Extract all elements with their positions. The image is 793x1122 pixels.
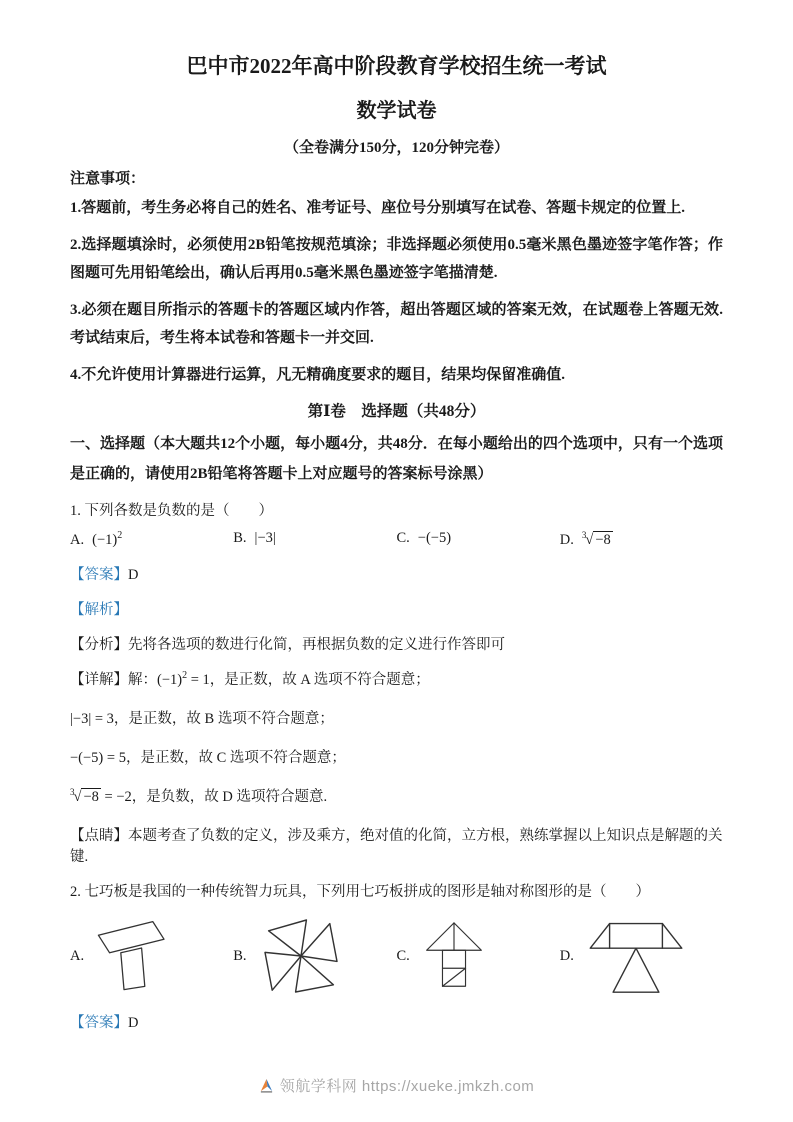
q1-option-a-base: (−1): [92, 531, 118, 548]
q1-option-b-label: B.: [233, 530, 247, 546]
q1-answer-value: D: [128, 566, 139, 583]
q2-option-b-label: B.: [233, 947, 247, 964]
q2-answer-line: [70, 1011, 723, 1032]
question-2: [70, 880, 723, 1032]
q1-fenxi-line: [70, 633, 723, 654]
q1-option-c: [397, 530, 560, 549]
q1-detail-line-3: −(−5) = 5，是正数，故 C 选项不符合题意；: [70, 749, 346, 766]
q1-option-b: [233, 530, 396, 549]
part-one-intro: 一、选择题（本大题共12个小题，每小题4分，共48分．在每小题给出的四个选项中，只有一个选项是正确的，请使用2B铅笔将答题卡上对应题号的答案标号涂黑）: [70, 436, 723, 482]
fenxi-tag: 【分析】: [70, 636, 128, 653]
q1-option-d-root-index: 3: [581, 530, 587, 540]
q1-detail-line-2: |−3| = 3，是正数，故 B 选项不符合题意；: [70, 710, 334, 727]
q1-detail4-cube-root: [70, 789, 101, 805]
tangram-arrow-icon: [418, 911, 490, 1001]
answer-tag: 【答案】: [70, 1014, 128, 1031]
q2-option-a: [70, 911, 233, 1001]
notice-item-3: 3.必须在题目所指示的答题卡的答题区域内作答，超出答题区域的答案无效，在试题卷上答题无效. 考试结束后，考生将本试卷和答题卡一并交回.: [70, 301, 723, 346]
q1-detail1-pre: 解：(−1): [128, 671, 183, 688]
q2-option-d-label: D.: [559, 947, 574, 964]
question-1: [70, 499, 723, 866]
q1-stem: 1. 下列各数是负数的是（ ）: [70, 503, 273, 519]
q1-dianjing-text: 本题考查了负数的定义，涉及乘方，绝对值的化简，立方根，熟练掌握以上知识点是解题的关键.: [70, 827, 723, 865]
notice-item-2: 2.选择题填涂时，必须使用2B铅笔按规范填涂；非选择题必须使用0.5毫米黑色墨迹签字笔作答；作图题可先用铅笔绘出，确认后再用0.5毫米黑色墨迹签字笔描清楚.: [70, 236, 723, 281]
page-title: 巴中市2022年高中阶段教育学校招生统一考试: [186, 54, 607, 78]
tangram-tree-icon: [582, 913, 690, 1001]
watermark-footer: [0, 1075, 793, 1096]
score-line: （全卷满分150分，120分钟完卷）: [283, 140, 509, 156]
section-title: 第Ⅰ卷 选择题（共48分）: [307, 403, 486, 420]
dianjing-tag: 【点睛】: [70, 827, 128, 844]
q2-option-c-label: C.: [396, 947, 410, 964]
q1-option-c-value: −(−5): [417, 530, 452, 546]
q1-option-d: [560, 530, 723, 549]
q1-option-d-radicand: −8: [595, 531, 611, 548]
q2-option-b: [233, 911, 396, 1001]
q2-answer-value: D: [128, 1014, 139, 1031]
xiangjie-tag: 【详解】: [70, 671, 128, 688]
q1-option-a-exponent: 2: [117, 530, 123, 541]
q2-figures-row: [70, 911, 723, 1001]
q1-jiexi-line: [70, 598, 723, 619]
q1-fenxi-text: 先将各选项的数进行化简，再根据负数的定义进行作答即可: [128, 636, 505, 653]
q1-option-b-value: |−3|: [254, 530, 276, 546]
paper-subtitle: 数学试卷: [356, 100, 437, 122]
watermark-text: 领航学科网 https://xueke.jmkzh.com: [279, 1078, 535, 1095]
jiexi-tag: 【解析】: [70, 601, 128, 618]
watermark-logo-icon: [259, 1078, 274, 1093]
notice-heading: 注意事项：: [70, 171, 146, 187]
q1-detail1-post: = 1，是正数，故 A 选项不符合题意；: [187, 671, 430, 688]
q1-options: [70, 530, 723, 549]
q1-option-d-cube-root: [582, 532, 613, 548]
q1-detail4-root-index: 3: [70, 787, 75, 797]
q1-dianjing-line: [70, 824, 723, 866]
q1-option-a: [70, 530, 233, 549]
radical-sign: √: [585, 531, 594, 548]
q2-option-d: [560, 913, 723, 1001]
q2-option-a-label: A.: [70, 947, 85, 964]
tangram-hammer-icon: [92, 911, 180, 1001]
q1-detail-line-4: [70, 785, 723, 806]
q2-option-c: [397, 911, 560, 1001]
q1-answer-line: [70, 563, 723, 584]
q2-stem: 2. 七巧板是我国的一种传统智力玩具，下列用七巧板拼成的图形是轴对称图形的是（ ）: [70, 883, 650, 900]
q1-option-a-label: A.: [70, 531, 85, 548]
notice-item-1: 1.答题前，考生务必将自己的姓名、准考证号、座位号分别填写在试卷、答题卡规定的位置上.: [70, 200, 686, 216]
q1-detail1-exponent: 2: [182, 670, 188, 681]
q1-detail-line-1: [70, 668, 723, 689]
q1-detail4-post: = −2，是负数，故 D 选项符合题意.: [100, 788, 328, 805]
answer-tag: 【答案】: [70, 566, 128, 583]
q1-option-c-label: C.: [396, 530, 410, 546]
radical-sign: √: [73, 788, 82, 805]
tangram-pinwheel-icon: [255, 911, 347, 1001]
notice-item-4: 4.不允许使用计算器进行运算，凡无精确度要求的题目，结果均保留准确值.: [70, 366, 566, 383]
q1-option-d-label: D.: [559, 531, 574, 548]
q1-detail4-radicand: −8: [83, 788, 99, 805]
